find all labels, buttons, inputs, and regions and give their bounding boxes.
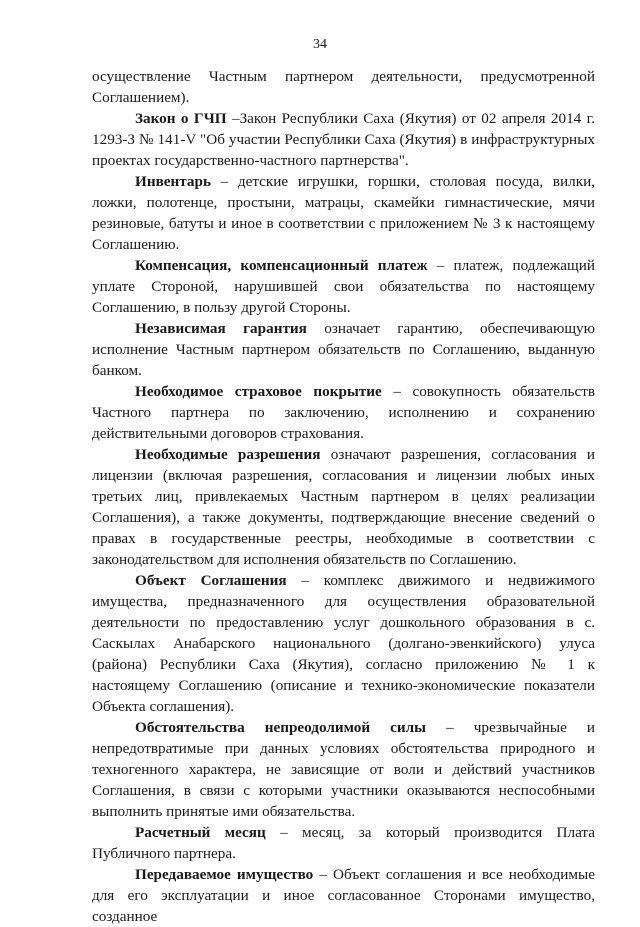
document-body <box>92 66 595 927</box>
paragraph-text: – платеж, подлежащий уплате Стороной, нарушившей свои обязательства по настоящему Соглашению, в пользу другой Стороны. <box>92 257 595 316</box>
paragraph-text: – комплекс движимого и недвижимого имущества, предназначенного для осуществления образовательной деятельности по предоставлению услуг дошкольного образования в с. Саскылах Анабарского национального (долгано-эвенкийского) улуса (района) Республики Саха (Якутия), согласно приложению № 1 к настоящему Соглашению (описание и технико-экономические показатели Объекта соглашения). <box>92 572 595 715</box>
paragraph-text: означает гарантию, обеспечивающую исполнение Частным партнером обязательств по Соглашению, выданную банком. <box>92 320 595 379</box>
paragraph <box>92 822 595 864</box>
defined-term: Необходимые разрешения <box>135 446 321 463</box>
paragraph-text: –Закон Республики Саха (Якутия) от 02 апреля 2014 г. 1293-З № 141-V "Об участии Республики Саха (Якутия) в инфраструктурных проектах государственно-частного партнерства". <box>92 110 595 169</box>
defined-term: Инвентарь <box>135 173 211 190</box>
paragraph <box>92 717 595 822</box>
defined-term: Независимая гарантия <box>135 320 307 337</box>
paragraph <box>92 864 595 927</box>
paragraph-text: – детские игрушки, горшки, столовая посуда, вилки, ложки, полотенце, простыни, матрацы, скамейки гимнастические, мячи резиновые, батуты и иное в соответствии с приложением № 3 к настоящему Соглашению. <box>92 173 595 253</box>
paragraph-text: – месяц, за который производится Плата Публичного партнера. <box>92 824 596 862</box>
defined-term: Передаваемое имущество <box>135 866 314 883</box>
paragraph-text: означают разрешения, согласования и лицензии (включая разрешения, согласования и лицензии любых иных третьих лиц, привлекаемых Частным партнером в целях реализации Соглашения), а также документы, подтверждающие внесение сведений о правах в государственные реестры, необходимые в соответствии с законодательством для исполнения обязательств по Соглашению. <box>92 446 596 568</box>
defined-term: Необходимое страховое покрытие <box>135 383 382 400</box>
paragraph <box>92 444 595 570</box>
paragraph <box>92 381 595 444</box>
defined-term: Расчетный месяц <box>135 824 266 841</box>
paragraph-text: – Объект соглашения и все необходимые для его эксплуатации и иное согласованное Сторонами имущество, созданное <box>92 866 595 925</box>
paragraph <box>92 318 595 381</box>
defined-term: Закон о ГЧП <box>135 110 227 127</box>
paragraph-text: осуществление Частным партнером деятельности, предусмотренной Соглашением). <box>92 68 595 106</box>
paragraph-text: – чрезвычайные и непредотвратимые при данных условиях обстоятельства природного и техногенного характера, не зависящие от воли и действий участников Соглашения, в связи с которыми участники оказываются неспособными выполнить принятые ими обязательства. <box>92 719 595 820</box>
paragraph <box>92 66 595 108</box>
paragraph <box>92 255 595 318</box>
paragraph <box>92 570 595 717</box>
defined-term: Обстоятельства непреодолимой силы <box>135 719 427 736</box>
defined-term: Компенсация, компенсационный платеж <box>135 257 428 274</box>
defined-term: Объект Соглашения <box>135 572 287 589</box>
page-number: 34 <box>313 37 327 52</box>
paragraph-text: – совокупность обязательств Частного партнера по заключению, исполнению и сохранению действительными договоров страхования. <box>92 383 595 442</box>
paragraph <box>92 171 595 255</box>
paragraph <box>92 108 595 171</box>
